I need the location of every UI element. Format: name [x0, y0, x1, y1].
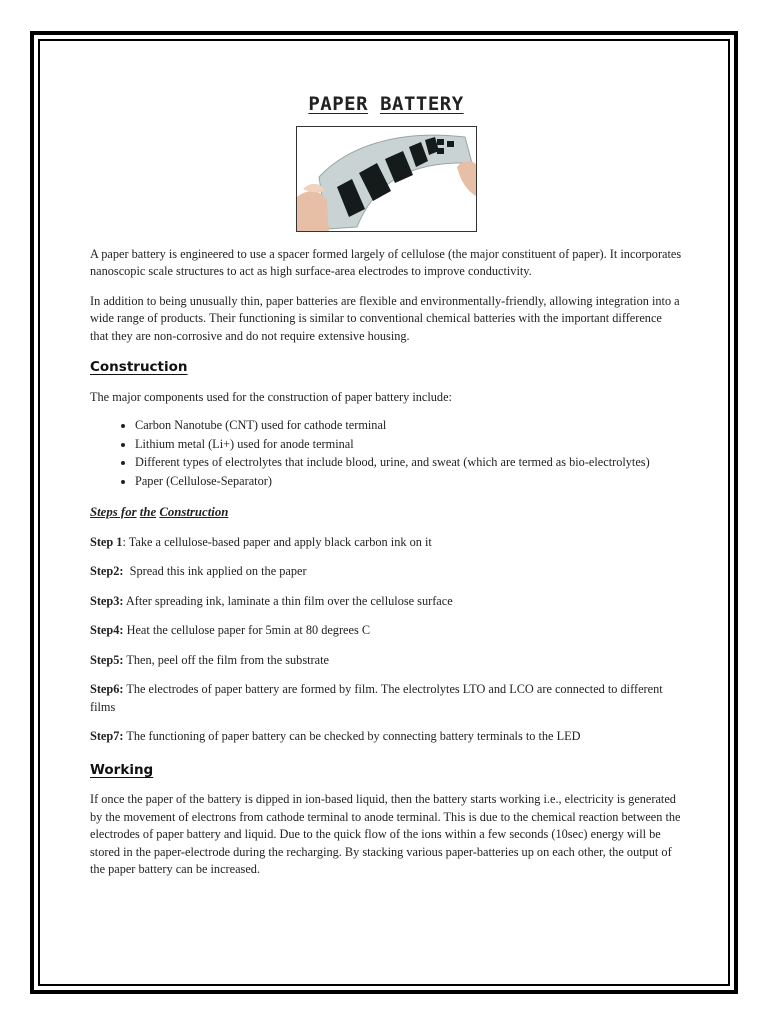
list-item: • Carbon Nanotube (CNT) used for cathode terminal [135, 416, 682, 435]
step-4 [90, 622, 682, 640]
step-label: Step6: [90, 682, 124, 696]
list-item: • Paper (Cellulose-Separator) [135, 472, 682, 491]
step-separator: : [122, 534, 129, 549]
step-2 [90, 563, 682, 581]
step-label: Step2: [90, 564, 124, 578]
step-label: Step5: [90, 652, 124, 667]
step-6 [90, 681, 682, 716]
step-label: Step3: [90, 593, 124, 608]
step-label: Step4: [90, 623, 124, 637]
step-3 [90, 593, 682, 611]
components-list [90, 416, 682, 490]
intro-paragraph-1: A paper battery is engineered to use a spacer formed largely of cellulose (the major constituent of paper). It incorporates nanoscopic scale structures to act as high surface-area electrodes to improve conductivity. [90, 246, 682, 278]
step-text: Heat the cellulose paper for 5min at 80 degrees C [126, 623, 371, 637]
step-5 [90, 652, 682, 670]
construction-heading: Construction [90, 359, 188, 375]
page-title [90, 93, 682, 115]
intro-paragraph-2: In addition to being unusually thin, paper batteries are flexible and environmentally-friendly, allowing integration into a wide range of products. Their functioning is similar to conventional chemical batteries with the important difference that they are non-corrosive and do not require extensive housing. [90, 293, 680, 343]
step-1 [90, 534, 682, 552]
list-item: • Different types of electrolytes that include blood, urine, and sweat (which are termed as bio-electrolytes) [135, 453, 682, 472]
document-content [90, 90, 682, 879]
working-paragraph: If once the paper of the battery is dipped in ion-based liquid, then the battery starts working i.e., electricity is generated by the movement of electrons from cathode terminal to anode terminal. This is due to the chemical reaction between the electrodes of paper battery and liquid. Due to the quick flow of the ions within a few seconds (10sec) energy will be stored in the paper-electrode during the recharging. By stacking various paper-batteries up on each other, the output of the paper battery can be increased. [90, 792, 681, 876]
step-text: Then, peel off the film from the substrate [126, 652, 329, 667]
step-text: The functioning of paper battery can be checked by connecting battery terminals to the LED [126, 729, 581, 743]
list-item: • Lithium metal (Li+) used for anode terminal [135, 435, 682, 454]
step-text: Spread this ink applied on the paper [129, 564, 307, 578]
step-label: Step 1 [90, 534, 123, 549]
title-word-1: PAPER [308, 93, 369, 115]
steps-heading-part-1: Steps for [90, 505, 137, 519]
steps-heading [90, 504, 682, 522]
working-heading: Working [90, 761, 154, 778]
step-7 [90, 728, 682, 746]
step-label: Step7: [90, 729, 124, 743]
step-text: The electrodes of paper battery are formed by film. The electrolytes LTO and LCO are connected to different films [90, 682, 663, 714]
title-word-2: BATTERY [380, 93, 464, 115]
step-text: After spreading ink, laminate a thin film over the cellulose surface [125, 593, 453, 608]
paper-battery-photo [296, 126, 477, 232]
step-text: Take a cellulose-based paper and apply black carbon ink on it [128, 534, 432, 549]
paper-battery-illustration [297, 127, 477, 232]
steps-heading-part-2: the [139, 505, 157, 519]
construction-lead: The major components used for the construction of paper battery include: [90, 389, 452, 404]
steps-heading-part-3: Construction [159, 505, 229, 519]
